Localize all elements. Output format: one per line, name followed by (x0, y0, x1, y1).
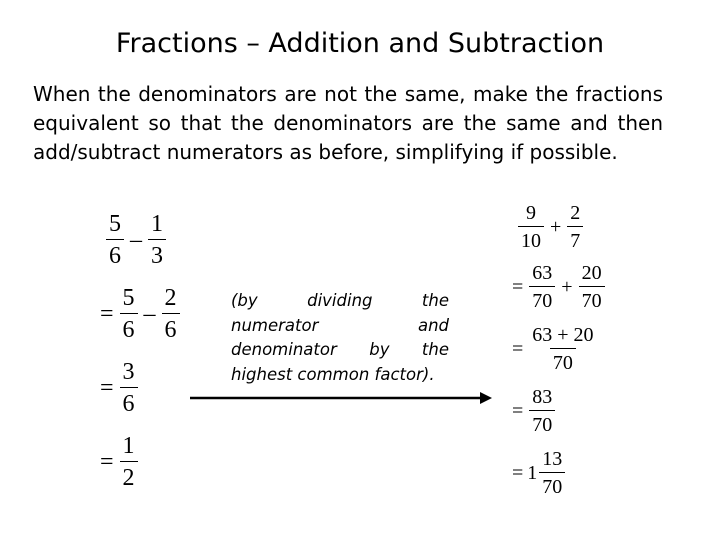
right-step-4 (508, 387, 557, 435)
right-step-2 (508, 263, 607, 311)
left-step-2-b-denominator: 6 (162, 313, 180, 342)
right-step-5-denominator: 70 (539, 472, 565, 497)
right-step-1-b-denominator: 7 (567, 226, 583, 251)
left-step-4-denominator: 2 (120, 461, 138, 490)
right-step-4-frac (529, 387, 555, 435)
right-step-5-prefix: = (512, 462, 524, 484)
intro-paragraph: When the denominators are not the same, make the fractions equivalent so that the denominators are the same and then add/subtract numerators as before, simplifying if possible. (33, 82, 663, 164)
right-step-1-frac-a (518, 203, 544, 251)
left-step-2-b-numerator: 2 (164, 285, 177, 311)
right-step-1-b-numerator: 2 (570, 202, 581, 224)
right-step-4-prefix: = (512, 400, 524, 422)
right-step-1-operator: + (550, 216, 562, 238)
left-step-2-operator: – (143, 301, 156, 327)
page-title: Fractions – Addition and Subtraction (115, 28, 605, 59)
right-step-1 (508, 203, 585, 251)
right-step-2-prefix: = (512, 276, 524, 298)
right-step-1-frac-b (567, 203, 583, 251)
left-step-3-prefix: = (100, 375, 114, 401)
right-step-5-numerator: 13 (542, 448, 563, 470)
right-step-3-prefix: = (512, 338, 524, 360)
left-step-2-prefix: = (100, 301, 114, 327)
right-step-4-denominator: 70 (529, 410, 555, 435)
simplify-note: (by dividing the numerator and denominator by the highest common factor). (231, 291, 449, 384)
right-step-3-frac (529, 325, 596, 373)
right-step-5-frac (539, 449, 565, 497)
right-step-2-b-denominator: 70 (579, 286, 605, 311)
left-step-2-a-numerator: 5 (122, 285, 135, 311)
left-step-1-a-numerator: 5 (109, 211, 121, 237)
left-step-3-numerator: 3 (122, 359, 135, 385)
right-step-5-whole: 1 (527, 462, 538, 484)
right-step-3-numerator: 63 + 20 (532, 324, 594, 346)
right-step-2-a-numerator: 63 (532, 262, 553, 284)
left-step-4-numerator: 1 (122, 433, 135, 459)
right-step-3 (508, 325, 599, 373)
left-step-2-a-denominator: 6 (120, 313, 138, 342)
right-step-2-a-denominator: 70 (529, 286, 555, 311)
left-step-1-a-denominator: 6 (106, 239, 124, 268)
left-step-4-prefix: = (100, 449, 114, 475)
left-step-3-denominator: 6 (120, 387, 138, 416)
right-step-2-frac-b (579, 263, 605, 311)
right-step-3-denominator: 70 (550, 348, 576, 373)
right-step-2-b-numerator: 20 (581, 262, 602, 284)
right-step-1-a-numerator: 9 (526, 202, 536, 224)
left-step-1-b-numerator: 1 (151, 211, 163, 237)
right-step-2-operator: + (561, 276, 573, 298)
right-step-4-numerator: 83 (532, 386, 553, 408)
right-step-1-a-denominator: 10 (518, 226, 544, 251)
left-step-1-operator: – (130, 227, 142, 253)
right-step-5 (508, 449, 567, 497)
right-step-2-frac-a (529, 263, 555, 311)
left-step-1-b-denominator: 3 (148, 239, 166, 268)
